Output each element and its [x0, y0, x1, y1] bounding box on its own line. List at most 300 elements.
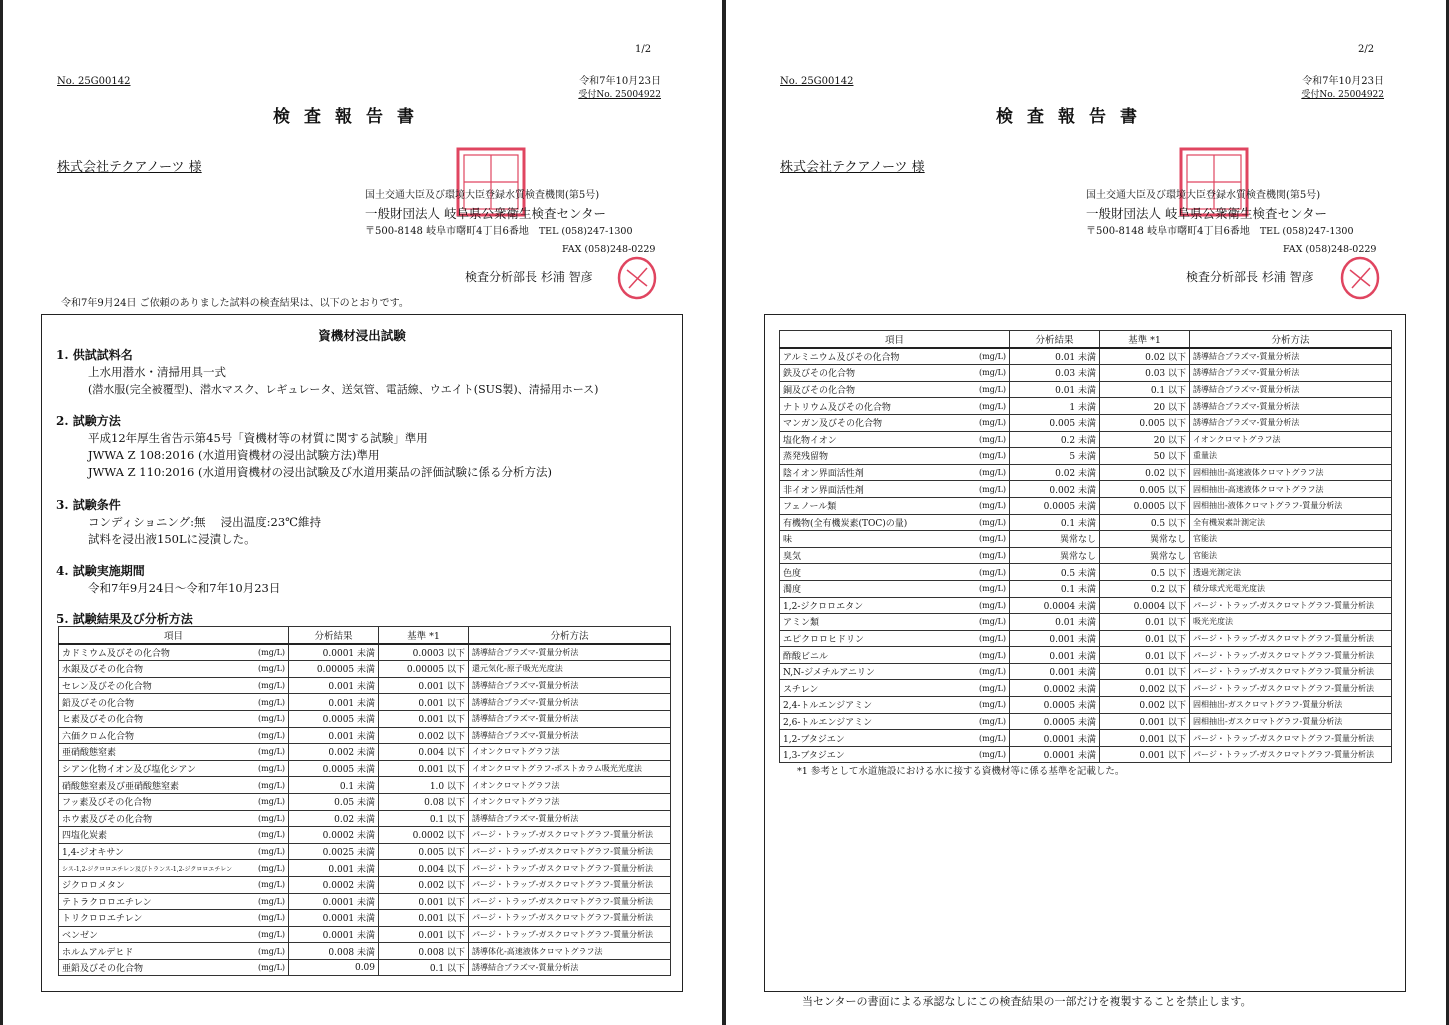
- table-row: [780, 381, 1392, 398]
- row-unit: (mg/L): [958, 697, 1010, 714]
- row-result: 0.0005 未満: [1010, 497, 1100, 514]
- row-item: 六価クロム化合物: [59, 727, 237, 744]
- row-standard: 0.001 以下: [379, 926, 469, 943]
- row-result: 0.01 未満: [1010, 348, 1100, 365]
- row-standard: 0.001 以下: [1100, 730, 1190, 747]
- row-result: 0.0002 未満: [1010, 680, 1100, 697]
- row-item: 2,4-トルエンジアミン: [780, 697, 958, 714]
- table-row: [59, 860, 671, 877]
- row-item: 蒸発残留物: [780, 448, 958, 465]
- section-heading: 3. 試験条件: [56, 498, 121, 512]
- row-item: 鉛及びその化合物: [59, 694, 237, 711]
- row-standard: 0.001 以下: [379, 760, 469, 777]
- row-standard: 0.002 以下: [1100, 680, 1190, 697]
- row-method: パージ・トラップ-ガスクロマトグラフ-質量分析法: [1190, 730, 1392, 747]
- table-row: [59, 926, 671, 943]
- row-item: 1,4-ジオキサン: [59, 843, 237, 860]
- table-header-row: [780, 331, 1392, 348]
- table-row: [59, 694, 671, 711]
- lab-fax: FAX (058)248-0229: [1283, 244, 1377, 255]
- row-item: シス-1,2-ジクロロエチレン及びトランス-1,2-ジクロロエチレン: [59, 860, 237, 877]
- row-item: 有機物(全有機炭素(TOC)の量): [780, 514, 958, 531]
- row-unit: (mg/L): [958, 663, 1010, 680]
- lab-address-line: [1086, 223, 1376, 241]
- row-item: 亜鉛及びその化合物: [59, 959, 237, 976]
- row-unit: (mg/L): [237, 910, 289, 927]
- row-method: 誘導結合プラズマ-質量分析法: [469, 644, 671, 661]
- row-unit: (mg/L): [958, 464, 1010, 481]
- row-unit: (mg/L): [237, 876, 289, 893]
- row-item: 1,2-ブタジエン: [780, 730, 958, 747]
- results-table-1: [58, 626, 671, 976]
- row-unit: (mg/L): [958, 448, 1010, 465]
- row-result: 1 未満: [1010, 398, 1100, 415]
- row-standard: 0.001 以下: [379, 893, 469, 910]
- row-unit: (mg/L): [958, 365, 1010, 382]
- row-item: アルミニウム及びその化合物: [780, 348, 958, 365]
- header-standard: 基準 *1: [1100, 331, 1190, 348]
- header-standard: 基準 *1: [379, 627, 469, 644]
- table-row: [780, 365, 1392, 382]
- report-title: 検査報告書: [996, 107, 1151, 127]
- row-unit: (mg/L): [958, 414, 1010, 431]
- header-item: 項目: [59, 627, 289, 644]
- row-standard: 0.005 以下: [1100, 414, 1190, 431]
- row-method: パージ・トラップ-ガスクロマトグラフ-質量分析法: [469, 860, 671, 877]
- row-unit: (mg/L): [958, 497, 1010, 514]
- row-standard: 異常なし: [1100, 547, 1190, 564]
- director-name: 検査分析部長 杉浦 智彦: [1186, 270, 1314, 284]
- row-item: ナトリウム及びその化合物: [780, 398, 958, 415]
- client-name: 株式会社テクアノーツ 様: [57, 160, 202, 175]
- row-result: 0.002 未満: [1010, 481, 1100, 498]
- row-method: 誘導結合プラズマ-質量分析法: [1190, 398, 1392, 415]
- report-page-2: [724, 0, 1449, 1025]
- lab-organization: 一般財団法人 岐阜県公衆衛生検査センター: [1086, 206, 1327, 221]
- report-number: No. 25G00142: [780, 76, 854, 87]
- table-row: [59, 943, 671, 960]
- table-row: [780, 464, 1392, 481]
- row-result: 0.0005 未満: [289, 760, 379, 777]
- section-line: JWWA Z 108:2016 (水道用資機材の浸出試験方法)準用: [88, 448, 380, 462]
- row-result: 異常なし: [1010, 547, 1100, 564]
- report-date: 令和7年10月23日: [1302, 76, 1384, 87]
- row-standard: 0.004 以下: [379, 744, 469, 761]
- row-item: 味: [780, 531, 958, 548]
- table-row: [59, 876, 671, 893]
- row-result: 0.00005 未満: [289, 661, 379, 678]
- row-result: 0.0001 未満: [289, 910, 379, 927]
- row-unit: (mg/L): [237, 727, 289, 744]
- row-result: 0.1 未満: [289, 777, 379, 794]
- table-row: [780, 580, 1392, 597]
- row-item: 臭気: [780, 547, 958, 564]
- section-conditions: [56, 497, 321, 548]
- row-unit: (mg/L): [237, 677, 289, 694]
- row-result: 0.005 未満: [1010, 414, 1100, 431]
- table-row: [59, 910, 671, 927]
- receipt-number: 受付No. 25004922: [1301, 90, 1384, 100]
- row-standard: 0.004 以下: [379, 860, 469, 877]
- row-standard: 0.002 以下: [379, 727, 469, 744]
- row-standard: 0.01 以下: [1100, 663, 1190, 680]
- row-method: パージ・トラップ-ガスクロマトグラフ-質量分析法: [469, 827, 671, 844]
- row-item: マンガン及びその化合物: [780, 414, 958, 431]
- row-method: 吸光光度法: [1190, 614, 1392, 631]
- row-unit: (mg/L): [237, 959, 289, 976]
- row-item: トリクロロエチレン: [59, 910, 237, 927]
- row-method: 固相抽出-高速液体クロマトグラフ法: [1190, 464, 1392, 481]
- table-header-row: [59, 627, 671, 644]
- row-result: 0.001 未満: [289, 694, 379, 711]
- row-result: 0.0005 未満: [1010, 713, 1100, 730]
- section-heading: 1. 供試試料名: [56, 348, 133, 362]
- row-standard: 0.5 以下: [1100, 514, 1190, 531]
- row-unit: (mg/L): [237, 843, 289, 860]
- row-method: イオンクロマトグラフ法: [469, 777, 671, 794]
- row-standard: 0.002 以下: [379, 876, 469, 893]
- row-result: 0.0005 未満: [1010, 697, 1100, 714]
- row-result: 0.5 未満: [1010, 564, 1100, 581]
- lab-address: 〒500-8148 岐阜市曙町4丁目6番地: [365, 226, 529, 237]
- table-row: [780, 630, 1392, 647]
- row-method: イオンクロマトグラフ-ポストカラム吸光光度法: [469, 760, 671, 777]
- table-row: [780, 564, 1392, 581]
- lab-address-line: [365, 223, 655, 241]
- row-unit: (mg/L): [958, 680, 1010, 697]
- page-number: 1/2: [635, 44, 652, 55]
- row-standard: 20 以下: [1100, 398, 1190, 415]
- row-result: 0.001 未満: [1010, 663, 1100, 680]
- row-item: カドミウム及びその化合物: [59, 644, 237, 661]
- row-standard: 0.2 以下: [1100, 580, 1190, 597]
- table-row: [780, 680, 1392, 697]
- row-item: 濁度: [780, 580, 958, 597]
- row-item: フッ素及びその化合物: [59, 793, 237, 810]
- row-unit: (mg/L): [958, 746, 1010, 763]
- row-result: 0.008 未満: [289, 943, 379, 960]
- row-unit: (mg/L): [958, 647, 1010, 664]
- receipt-number: 受付No. 25004922: [578, 90, 661, 100]
- row-unit: (mg/L): [237, 644, 289, 661]
- row-standard: 0.1 以下: [379, 810, 469, 827]
- row-method: イオンクロマトグラフ法: [1190, 431, 1392, 448]
- row-unit: (mg/L): [237, 860, 289, 877]
- row-standard: 0.02 以下: [1100, 464, 1190, 481]
- row-result: 0.1 未満: [1010, 514, 1100, 531]
- table-row: [59, 827, 671, 844]
- row-unit: (mg/L): [237, 661, 289, 678]
- row-item: フェノール類: [780, 497, 958, 514]
- row-method: 誘導結合プラズマ-質量分析法: [469, 694, 671, 711]
- row-method: パージ・トラップ-ガスクロマトグラフ-質量分析法: [1190, 680, 1392, 697]
- row-unit: (mg/L): [958, 481, 1010, 498]
- row-method: 誘導体化-高速液体クロマトグラフ法: [469, 943, 671, 960]
- section-method: [56, 413, 552, 481]
- table-row: [780, 713, 1392, 730]
- row-method: パージ・トラップ-ガスクロマトグラフ-質量分析法: [1190, 746, 1392, 763]
- row-standard: 20 以下: [1100, 431, 1190, 448]
- row-method: パージ・トラップ-ガスクロマトグラフ-質量分析法: [469, 910, 671, 927]
- lab-tel: TEL (058)247-1300: [538, 226, 633, 237]
- results-table-2: [779, 330, 1392, 763]
- row-standard: 異常なし: [1100, 531, 1190, 548]
- row-standard: 0.005 以下: [379, 843, 469, 860]
- row-method: 還元気化-原子吸光光度法: [469, 661, 671, 678]
- row-item: 非イオン界面活性剤: [780, 481, 958, 498]
- row-result: 0.03 未満: [1010, 365, 1100, 382]
- table-row: [780, 614, 1392, 631]
- row-unit: (mg/L): [958, 514, 1010, 531]
- row-item: アミン類: [780, 614, 958, 631]
- row-result: 0.001 未満: [1010, 647, 1100, 664]
- table-row: [780, 431, 1392, 448]
- row-result: 異常なし: [1010, 531, 1100, 548]
- row-result: 0.1 未満: [1010, 580, 1100, 597]
- row-unit: (mg/L): [958, 597, 1010, 614]
- row-result: 5 未満: [1010, 448, 1100, 465]
- section-line: 令和7年9月24日～令和7年10月23日: [88, 581, 281, 595]
- row-unit: (mg/L): [237, 777, 289, 794]
- report-number: No. 25G00142: [57, 76, 131, 87]
- row-standard: 0.008 以下: [379, 943, 469, 960]
- row-item: 硝酸態窒素及び亜硝酸態窒素: [59, 777, 237, 794]
- table-row: [780, 414, 1392, 431]
- row-method: 固相抽出-高速液体クロマトグラフ法: [1190, 481, 1392, 498]
- row-unit: (mg/L): [237, 926, 289, 943]
- table-row: [780, 746, 1392, 763]
- row-standard: 0.01 以下: [1100, 614, 1190, 631]
- row-standard: 0.001 以下: [379, 677, 469, 694]
- table-row: [59, 777, 671, 794]
- row-result: 0.01 未満: [1010, 614, 1100, 631]
- row-result: 0.02 未満: [289, 810, 379, 827]
- row-unit: (mg/L): [237, 710, 289, 727]
- row-result: 0.0001 未満: [289, 893, 379, 910]
- table-row: [780, 663, 1392, 680]
- table-row: [59, 843, 671, 860]
- row-unit: (mg/L): [958, 580, 1010, 597]
- row-method: パージ・トラップ-ガスクロマトグラフ-質量分析法: [469, 893, 671, 910]
- row-method: 誘導結合プラズマ-質量分析法: [469, 710, 671, 727]
- row-standard: 0.01 以下: [1100, 647, 1190, 664]
- lab-tel: TEL (058)247-1300: [1259, 226, 1354, 237]
- row-method: 全有機炭素計測定法: [1190, 514, 1392, 531]
- row-standard: 0.08 以下: [379, 793, 469, 810]
- row-unit: (mg/L): [237, 744, 289, 761]
- row-item: エピクロロヒドリン: [780, 630, 958, 647]
- row-method: 積分球式光電光度法: [1190, 580, 1392, 597]
- row-item: セレン及びその化合物: [59, 677, 237, 694]
- row-unit: (mg/L): [958, 630, 1010, 647]
- row-result: 0.0002 未満: [289, 876, 379, 893]
- row-item: 鉄及びその化合物: [780, 365, 958, 382]
- intro-text: 令和7年9月24日 ご依頼のありました試料の検査結果は、以下のとおりです。: [61, 298, 409, 309]
- row-item: ホルムアルデヒド: [59, 943, 237, 960]
- table-row: [780, 497, 1392, 514]
- table-row: [59, 793, 671, 810]
- row-unit: (mg/L): [237, 694, 289, 711]
- row-unit: (mg/L): [958, 564, 1010, 581]
- row-unit: (mg/L): [958, 547, 1010, 564]
- table-row: [59, 810, 671, 827]
- footnote: *1 参考として水道施設における水に接する資機材等に係る基準を記載した。: [797, 766, 1125, 777]
- table-row: [780, 481, 1392, 498]
- row-standard: 0.0004 以下: [1100, 597, 1190, 614]
- row-unit: (mg/L): [958, 348, 1010, 365]
- row-method: 固相抽出-液体クロマトグラフ-質量分析法: [1190, 497, 1392, 514]
- row-method: 固相抽出-ガスクロマトグラフ-質量分析法: [1190, 713, 1392, 730]
- row-method: 誘導結合プラズマ-質量分析法: [469, 677, 671, 694]
- row-item: 四塩化炭素: [59, 827, 237, 844]
- row-method: パージ・トラップ-ガスクロマトグラフ-質量分析法: [1190, 663, 1392, 680]
- table-row: [780, 697, 1392, 714]
- row-unit: (mg/L): [237, 943, 289, 960]
- row-method: 固相抽出-ガスクロマトグラフ-質量分析法: [1190, 697, 1392, 714]
- row-method: 誘導結合プラズマ-質量分析法: [1190, 414, 1392, 431]
- row-standard: 1.0 以下: [379, 777, 469, 794]
- row-result: 0.2 未満: [1010, 431, 1100, 448]
- row-standard: 0.01 以下: [1100, 630, 1190, 647]
- row-result: 0.0001 未満: [289, 926, 379, 943]
- row-result: 0.02 未満: [1010, 464, 1100, 481]
- header-result: 分析結果: [289, 627, 379, 644]
- row-unit: (mg/L): [958, 730, 1010, 747]
- section-heading: 4. 試験実施期間: [56, 564, 145, 578]
- row-unit: (mg/L): [237, 810, 289, 827]
- row-result: 0.0001 未満: [289, 644, 379, 661]
- row-standard: 0.0002 以下: [379, 827, 469, 844]
- row-result: 0.09: [289, 959, 379, 976]
- row-method: パージ・トラップ-ガスクロマトグラフ-質量分析法: [469, 843, 671, 860]
- row-standard: 0.001 以下: [379, 910, 469, 927]
- row-standard: 0.1 以下: [1100, 381, 1190, 398]
- lab-info: [1086, 187, 1376, 259]
- row-unit: (mg/L): [237, 760, 289, 777]
- table-row: [780, 647, 1392, 664]
- row-standard: 0.0003 以下: [379, 644, 469, 661]
- row-standard: 0.002 以下: [1100, 697, 1190, 714]
- row-method: パージ・トラップ-ガスクロマトグラフ-質量分析法: [469, 876, 671, 893]
- table-row: [780, 597, 1392, 614]
- row-result: 0.001 未満: [289, 727, 379, 744]
- row-method: パージ・トラップ-ガスクロマトグラフ-質量分析法: [1190, 647, 1392, 664]
- row-standard: 0.1 以下: [379, 959, 469, 976]
- row-item: シアン化物イオン及び塩化シアン: [59, 760, 237, 777]
- section-line: JWWA Z 110:2016 (水道用資機材の浸出試験及び水道用薬品の評価試験に係る分析方法): [88, 465, 552, 479]
- row-result: 0.002 未満: [289, 744, 379, 761]
- lab-registration: 国土交通大臣及び環境大臣登録水質検査機関(第5号): [1086, 190, 1321, 201]
- row-result: 0.001 未満: [1010, 630, 1100, 647]
- row-method: イオンクロマトグラフ法: [469, 744, 671, 761]
- lab-organization: 一般財団法人 岐阜県公衆衛生検査センター: [365, 206, 606, 221]
- report-page-1: [0, 0, 724, 1025]
- results-box: [764, 314, 1406, 992]
- row-method: 誘導結合プラズマ-質量分析法: [1190, 381, 1392, 398]
- report-date: 令和7年10月23日: [579, 76, 661, 87]
- row-standard: 0.00005 以下: [379, 661, 469, 678]
- row-unit: (mg/L): [958, 614, 1010, 631]
- row-unit: (mg/L): [958, 398, 1010, 415]
- row-result: 0.0001 未満: [1010, 730, 1100, 747]
- row-standard: 0.5 以下: [1100, 564, 1190, 581]
- row-item: スチレン: [780, 680, 958, 697]
- lab-address: 〒500-8148 岐阜市曙町4丁目6番地: [1086, 226, 1250, 237]
- table-row: [59, 744, 671, 761]
- row-item: ヒ素及びその化合物: [59, 710, 237, 727]
- report-title: 検査報告書: [273, 107, 428, 127]
- lab-registration: 国土交通大臣及び環境大臣登録水質検査機関(第5号): [365, 190, 600, 201]
- row-unit: (mg/L): [958, 713, 1010, 730]
- box-title: 資機材浸出試験: [318, 328, 406, 343]
- row-item: ホウ素及びその化合物: [59, 810, 237, 827]
- row-result: 0.0002 未満: [289, 827, 379, 844]
- row-method: 官能法: [1190, 531, 1392, 548]
- table-row: [780, 730, 1392, 747]
- row-result: 0.001 未満: [289, 860, 379, 877]
- table-row: [59, 661, 671, 678]
- row-standard: 0.0005 以下: [1100, 497, 1190, 514]
- row-unit: (mg/L): [237, 893, 289, 910]
- row-unit: (mg/L): [237, 827, 289, 844]
- row-standard: 0.02 以下: [1100, 348, 1190, 365]
- row-standard: 50 以下: [1100, 448, 1190, 465]
- row-standard: 0.03 以下: [1100, 365, 1190, 382]
- section-heading: 5. 試験結果及び分析方法: [56, 612, 193, 626]
- table-row: [780, 514, 1392, 531]
- row-method: パージ・トラップ-ガスクロマトグラフ-質量分析法: [1190, 597, 1392, 614]
- row-item: 酢酸ビニル: [780, 647, 958, 664]
- row-result: 0.0005 未満: [289, 710, 379, 727]
- director-seal-icon: [617, 256, 657, 300]
- section-period: [56, 563, 280, 597]
- row-method: 誘導結合プラズマ-質量分析法: [469, 959, 671, 976]
- table-row: [59, 959, 671, 976]
- section-line: 平成12年厚生省告示第45号「資機材等の材質に関する試験」準用: [88, 431, 428, 445]
- row-unit: (mg/L): [958, 531, 1010, 548]
- row-method: 誘導結合プラズマ-質量分析法: [469, 810, 671, 827]
- table-row: [59, 893, 671, 910]
- director-name: 検査分析部長 杉浦 智彦: [465, 270, 593, 284]
- row-method: イオンクロマトグラフ法: [469, 793, 671, 810]
- row-result: 0.01 未満: [1010, 381, 1100, 398]
- header-result: 分析結果: [1010, 331, 1100, 348]
- header-item: 項目: [780, 331, 1010, 348]
- row-standard: 0.005 以下: [1100, 481, 1190, 498]
- row-item: 水銀及びその化合物: [59, 661, 237, 678]
- row-item: 亜硝酸態窒素: [59, 744, 237, 761]
- leaching-test-box: [41, 314, 683, 992]
- header-method: 分析方法: [1190, 331, 1392, 348]
- row-standard: 0.001 以下: [379, 694, 469, 711]
- row-method: 官能法: [1190, 547, 1392, 564]
- row-unit: (mg/L): [958, 431, 1010, 448]
- row-item: 1,3-ブタジエン: [780, 746, 958, 763]
- client-name: 株式会社テクアノーツ 様: [780, 160, 925, 175]
- section-line: (潜水服(完全被覆型)、潜水マスク、レギュレータ、送気管、電話線、ウエイト(SUS製)、清掃用ホース): [88, 383, 599, 396]
- row-unit: (mg/L): [958, 381, 1010, 398]
- row-item: 1,2-ジクロロエタン: [780, 597, 958, 614]
- row-result: 0.0004 未満: [1010, 597, 1100, 614]
- row-item: ベンゼン: [59, 926, 237, 943]
- table-row: [780, 531, 1392, 548]
- section-line: 上水用潜水・清掃用具一式: [88, 365, 226, 379]
- row-method: 重量法: [1190, 448, 1392, 465]
- director-seal-icon: [1340, 256, 1380, 300]
- section-heading: 2. 試験方法: [56, 414, 121, 428]
- table-row: [59, 677, 671, 694]
- row-item: 銅及びその化合物: [780, 381, 958, 398]
